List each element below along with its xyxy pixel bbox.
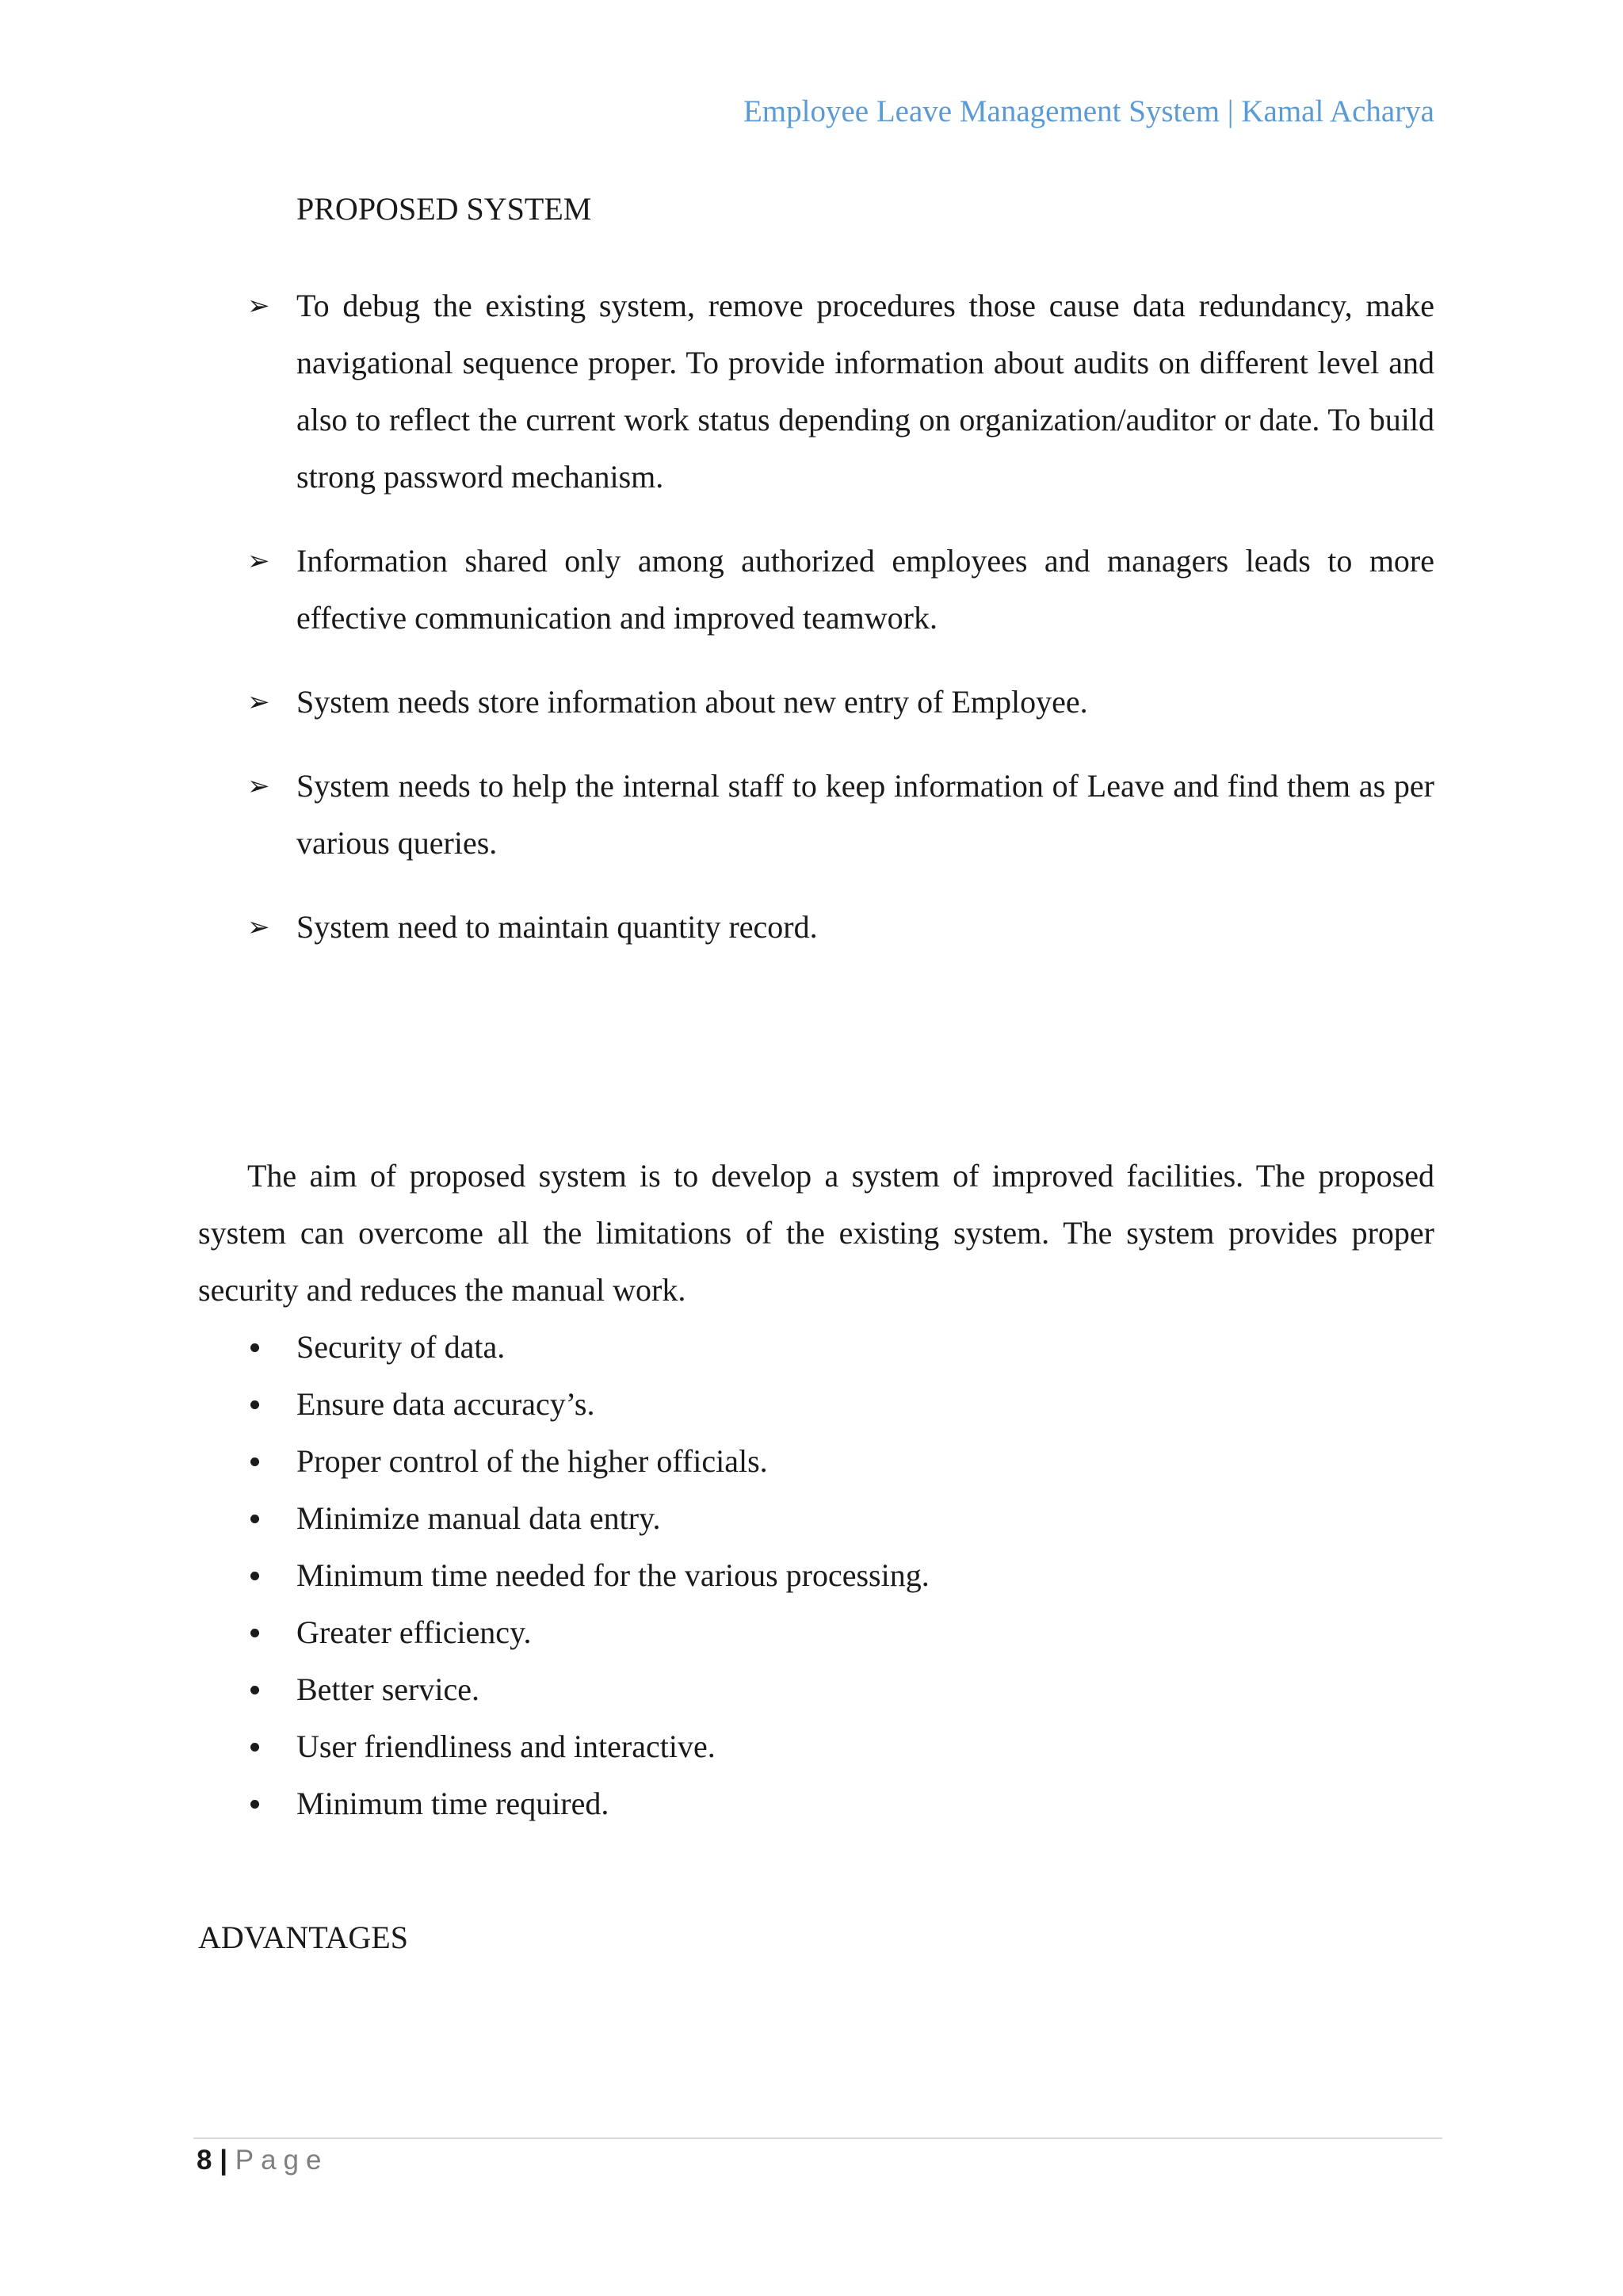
list-item-text: Ensure data accuracy’s. (296, 1386, 595, 1422)
bullet-dot-icon (250, 1343, 259, 1352)
list-item-text: Proper control of the higher officials. (296, 1443, 768, 1479)
footer-separator: | (220, 2145, 227, 2176)
list-item (247, 1718, 930, 1775)
list-item (247, 1661, 930, 1718)
list-item (247, 1319, 930, 1376)
list-item-text: Better service. (296, 1671, 479, 1707)
bullet-dot-icon (250, 1572, 259, 1580)
page-footer (197, 2145, 328, 2176)
bullet-dot-icon (250, 1400, 259, 1409)
header-separator: | (1227, 94, 1234, 128)
page-label: Page (235, 2145, 329, 2176)
list-item (247, 674, 1434, 731)
list-item (247, 1376, 930, 1433)
list-item-text: Minimum time required. (296, 1786, 609, 1821)
running-header (743, 94, 1434, 129)
header-document-title: Employee Leave Management System (743, 94, 1220, 128)
aim-paragraph: The aim of proposed system is to develop a system of improved facilities. The proposed system can overcome all the limitations of the existing system. The system provides proper security and reduces the manual work. (198, 1158, 1434, 1308)
list-item (247, 1547, 930, 1604)
arrow-bullet-icon: ➢ (247, 290, 270, 322)
arrow-bullet-icon: ➢ (247, 911, 270, 943)
list-item (247, 1433, 930, 1490)
bullet-dot-icon (250, 1743, 259, 1752)
bullet-dot-icon (250, 1629, 259, 1637)
list-item-text: Greater efficiency. (296, 1614, 532, 1650)
bullet-dot-icon (250, 1515, 259, 1523)
list-item-text: Information shared only among authorized employees and managers leads to more effective communication and improved teamwork. (296, 543, 1434, 636)
benefits-list (247, 1319, 930, 1832)
section-heading-proposed-system: PROPOSED SYSTEM (296, 191, 592, 227)
list-item-text: System need to maintain quantity record. (296, 909, 818, 945)
list-item-text: Minimum time needed for the various processing. (296, 1557, 930, 1593)
list-item-text: System needs to help the internal staff to keep information of Leave and find them as per various queries. (296, 768, 1434, 861)
arrow-bullet-icon: ➢ (247, 545, 270, 577)
bullet-dot-icon (250, 1457, 259, 1466)
footer-divider (193, 2137, 1442, 2139)
list-item (247, 277, 1434, 506)
bullet-dot-icon (250, 1686, 259, 1694)
list-item (247, 758, 1434, 872)
header-author: Kamal Acharya (1241, 94, 1434, 128)
list-item (247, 1490, 930, 1547)
list-item (247, 1604, 930, 1661)
list-item (247, 1775, 930, 1832)
bullet-dot-icon (250, 1800, 259, 1809)
list-item-text: Security of data. (296, 1329, 506, 1365)
arrow-bullet-icon: ➢ (247, 770, 270, 802)
proposed-system-list (247, 277, 1434, 983)
list-item-text: Minimize manual data entry. (296, 1500, 661, 1536)
list-item-text: To debug the existing system, remove procedures those cause data redundancy, make navigational sequence proper. To provide information about audits on different level and also to reflect the current work status depending on organization/auditor or date. To build strong password mechanism. (296, 288, 1434, 495)
page-number: 8 (197, 2145, 212, 2176)
section-heading-advantages: ADVANTAGES (198, 1920, 408, 1955)
list-item (247, 899, 1434, 956)
arrow-bullet-icon: ➢ (247, 686, 270, 718)
list-item-text: User friendliness and interactive. (296, 1729, 716, 1764)
list-item (247, 533, 1434, 647)
list-item-text: System needs store information about new entry of Employee. (296, 684, 1088, 720)
